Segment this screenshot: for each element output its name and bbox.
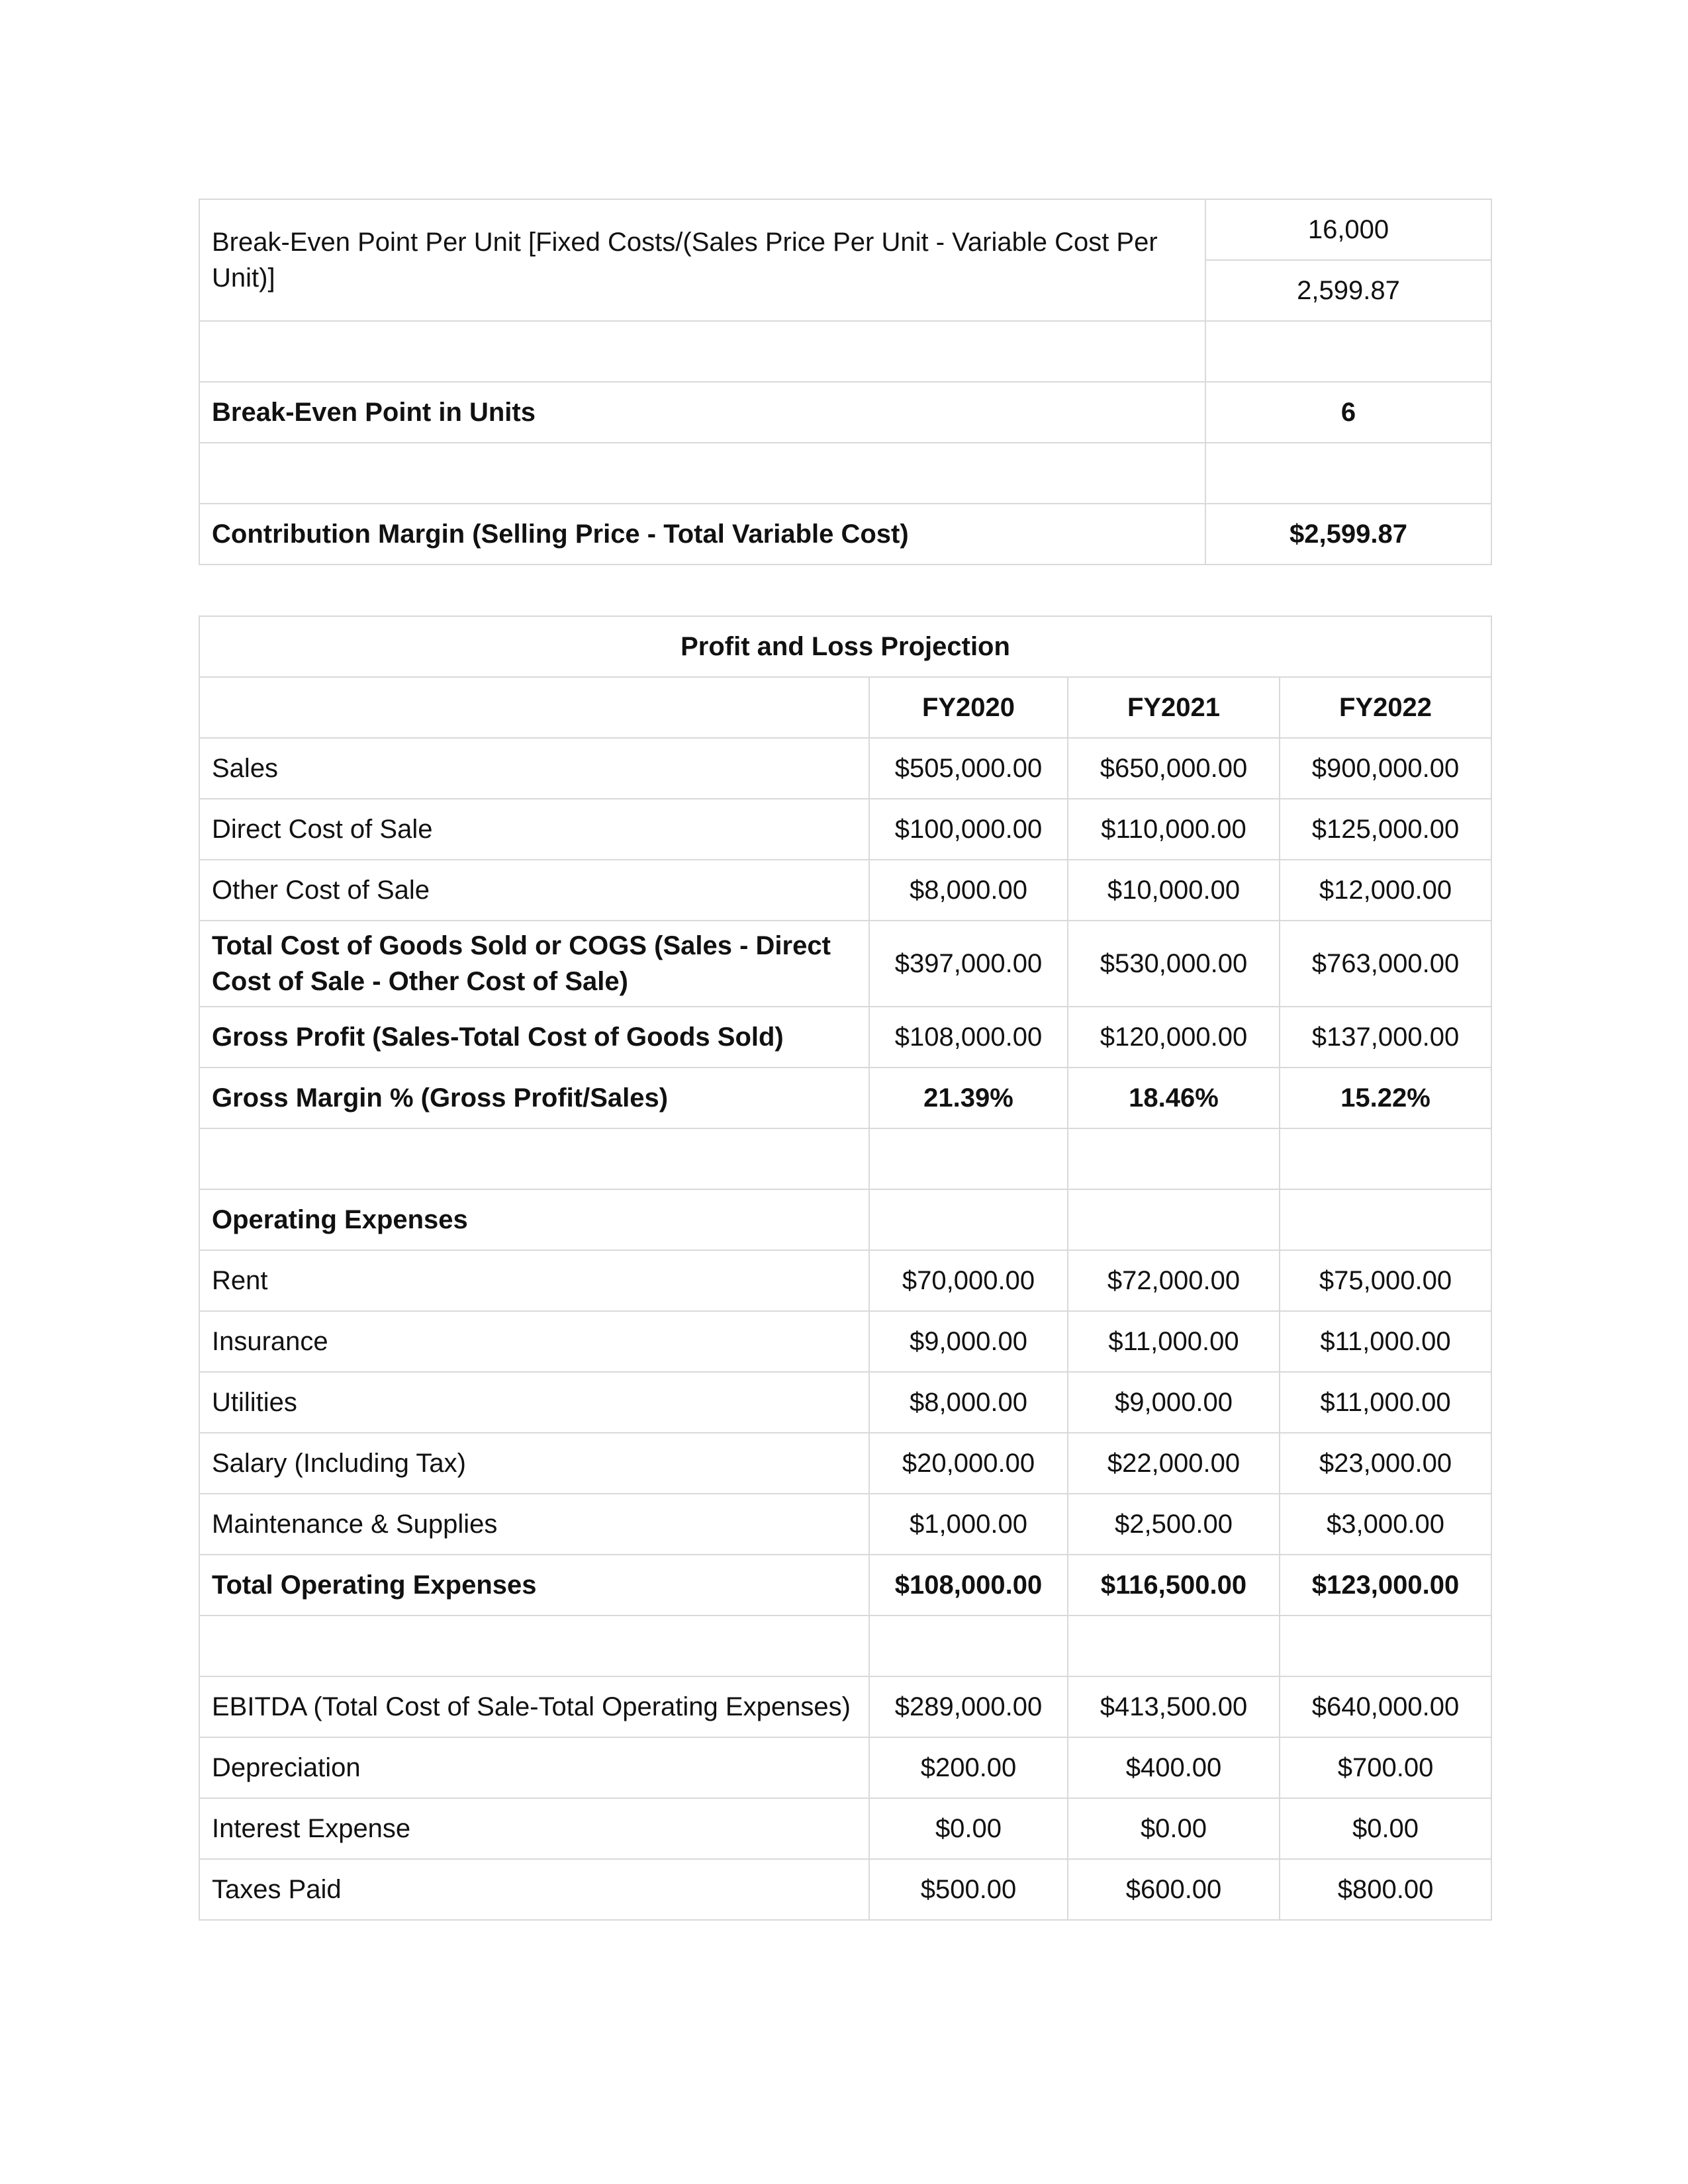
row-value: $530,000.00 [1068,921,1280,1007]
table-row [199,921,1491,1007]
row-value: 15.22% [1280,1068,1491,1128]
profit-loss-table [199,615,1492,1921]
row-label: Direct Cost of Sale [199,799,869,860]
row-value: $3,000.00 [1280,1494,1491,1555]
empty-cell [199,321,1205,382]
contribution-margin-label: Contribution Margin (Selling Price - Total Variable Cost) [199,504,1205,565]
row-value: $70,000.00 [869,1250,1068,1311]
empty-cell [1280,1615,1491,1676]
table-row [199,1494,1491,1555]
row-value: $0.00 [869,1798,1068,1859]
row-value: 18.46% [1068,1068,1280,1128]
table-row [199,799,1491,860]
row-value: $600.00 [1068,1859,1280,1920]
empty-cell [199,1128,869,1189]
empty-cell [199,443,1205,504]
row-value: $900,000.00 [1280,738,1491,799]
table-header-row [199,677,1491,738]
row-value: $125,000.00 [1280,799,1491,860]
table-title-row [199,616,1491,677]
row-value: $123,000.00 [1280,1555,1491,1615]
row-label: Insurance [199,1311,869,1372]
row-value: $108,000.00 [869,1555,1068,1615]
row-value: $8,000.00 [869,860,1068,921]
empty-cell [869,1128,1068,1189]
table-row [199,738,1491,799]
row-label: Other Cost of Sale [199,860,869,921]
row-value: $1,000.00 [869,1494,1068,1555]
row-value: $650,000.00 [1068,738,1280,799]
row-value: $11,000.00 [1280,1311,1491,1372]
row-value: $800.00 [1280,1859,1491,1920]
row-value: $116,500.00 [1068,1555,1280,1615]
row-label: Maintenance & Supplies [199,1494,869,1555]
row-label: EBITDA (Total Cost of Sale-Total Operating Expenses) [199,1676,869,1737]
row-label: Depreciation [199,1737,869,1798]
table-row [199,1250,1491,1311]
table-row-total [199,1555,1491,1615]
break-even-units-value: 6 [1205,382,1491,443]
row-value: $75,000.00 [1280,1250,1491,1311]
row-label: Gross Profit (Sales-Total Cost of Goods Sold) [199,1007,869,1068]
table-row-empty [199,1615,1491,1676]
year-header: FY2021 [1068,677,1280,738]
table-row [199,1311,1491,1372]
table-row [199,1798,1491,1859]
table-section-row [199,1189,1491,1250]
row-value: $137,000.00 [1280,1007,1491,1068]
row-value: $100,000.00 [869,799,1068,860]
row-value: $0.00 [1068,1798,1280,1859]
empty-cell [1068,1615,1280,1676]
row-label: Rent [199,1250,869,1311]
table-row-empty [199,1128,1491,1189]
row-value: $120,000.00 [1068,1007,1280,1068]
table-row [199,860,1491,921]
row-value: $23,000.00 [1280,1433,1491,1494]
row-value: $400.00 [1068,1737,1280,1798]
row-label: Taxes Paid [199,1859,869,1920]
row-value: $20,000.00 [869,1433,1068,1494]
empty-cell [199,1615,869,1676]
empty-cell [199,677,869,738]
table-row [199,199,1491,260]
break-even-table [199,199,1492,565]
empty-cell [869,1189,1068,1250]
row-value: $108,000.00 [869,1007,1068,1068]
row-value: $413,500.00 [1068,1676,1280,1737]
table-row [199,1433,1491,1494]
empty-cell [1205,443,1491,504]
table-row [199,1068,1491,1128]
row-value: $763,000.00 [1280,921,1491,1007]
contribution-margin-value: $2,599.87 [1205,504,1491,565]
table-row [199,1737,1491,1798]
row-value: $700.00 [1280,1737,1491,1798]
empty-cell [1068,1189,1280,1250]
year-header: FY2022 [1280,677,1491,738]
empty-cell [1205,321,1491,382]
row-value: $11,000.00 [1068,1311,1280,1372]
row-label: Total Operating Expenses [199,1555,869,1615]
section-label: Operating Expenses [199,1189,869,1250]
row-value: $9,000.00 [869,1311,1068,1372]
table-row-empty [199,321,1491,382]
row-label: Salary (Including Tax) [199,1433,869,1494]
table-row [199,1007,1491,1068]
empty-cell [869,1615,1068,1676]
row-value: $8,000.00 [869,1372,1068,1433]
row-label: Interest Expense [199,1798,869,1859]
break-even-per-unit-value-2: 2,599.87 [1205,260,1491,321]
row-value: $11,000.00 [1280,1372,1491,1433]
row-value: 21.39% [869,1068,1068,1128]
row-value: $640,000.00 [1280,1676,1491,1737]
row-label: Sales [199,738,869,799]
row-label: Utilities [199,1372,869,1433]
row-value: $200.00 [869,1737,1068,1798]
row-label: Gross Margin % (Gross Profit/Sales) [199,1068,869,1128]
table-row-empty [199,443,1491,504]
row-value: $72,000.00 [1068,1250,1280,1311]
row-value: $2,500.00 [1068,1494,1280,1555]
row-value: $12,000.00 [1280,860,1491,921]
row-label: Total Cost of Goods Sold or COGS (Sales - Direct Cost of Sale - Other Cost of Sale) [199,921,869,1007]
table-row [199,1372,1491,1433]
table-row [199,1676,1491,1737]
row-value: $110,000.00 [1068,799,1280,860]
row-value: $397,000.00 [869,921,1068,1007]
row-value: $22,000.00 [1068,1433,1280,1494]
table-row [199,382,1491,443]
row-value: $505,000.00 [869,738,1068,799]
table-row [199,1859,1491,1920]
table-row [199,504,1491,565]
row-value: $500.00 [869,1859,1068,1920]
row-value: $10,000.00 [1068,860,1280,921]
row-value: $9,000.00 [1068,1372,1280,1433]
empty-cell [1280,1128,1491,1189]
empty-cell [1280,1189,1491,1250]
break-even-units-label: Break-Even Point in Units [199,382,1205,443]
row-value: $289,000.00 [869,1676,1068,1737]
break-even-per-unit-label: Break-Even Point Per Unit [Fixed Costs/(Sales Price Per Unit - Variable Cost Per Unit)] [199,199,1205,321]
break-even-per-unit-value-1: 16,000 [1205,199,1491,260]
empty-cell [1068,1128,1280,1189]
year-header: FY2020 [869,677,1068,738]
profit-loss-title: Profit and Loss Projection [199,616,1491,677]
row-value: $0.00 [1280,1798,1491,1859]
